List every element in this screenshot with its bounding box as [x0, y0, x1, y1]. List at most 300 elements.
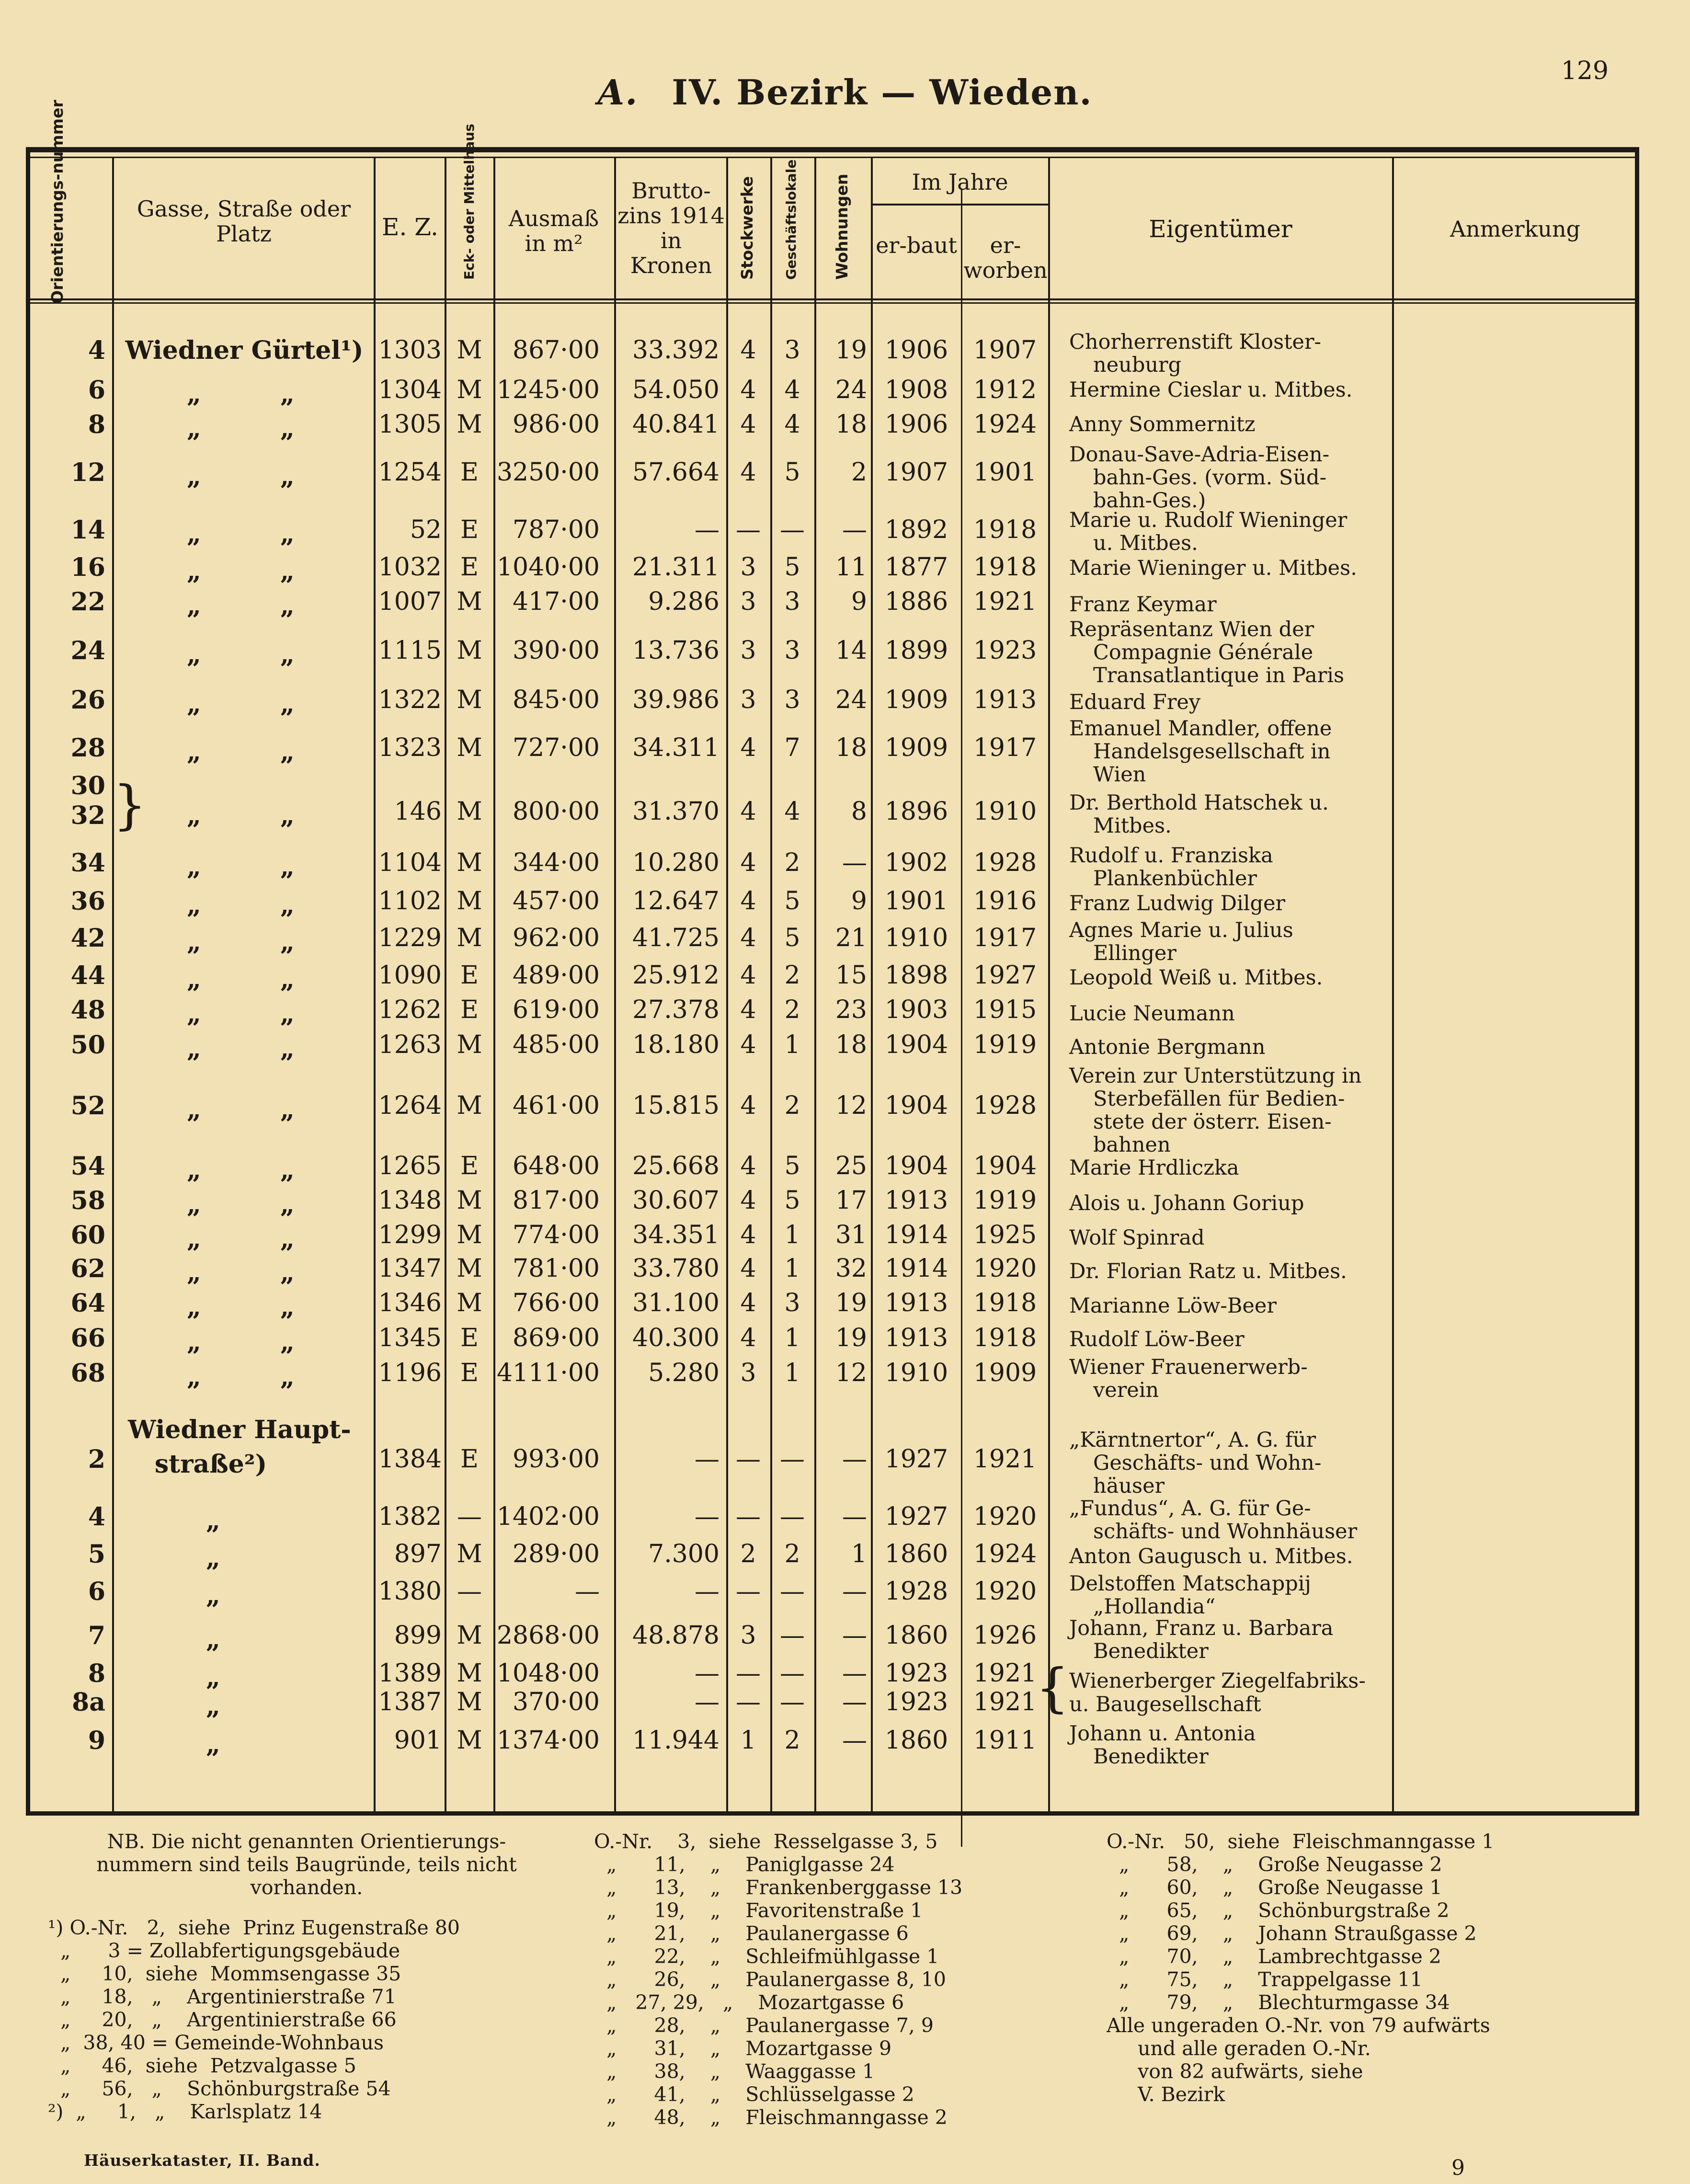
cell-em: M	[457, 1221, 482, 1249]
owner-line: Rudolf u. Franziska	[1069, 844, 1273, 868]
cell-ez: 1380	[378, 1577, 442, 1606]
row-number: 16	[70, 553, 105, 582]
ditto-mark: „	[280, 591, 295, 620]
row-number: 54	[70, 1152, 105, 1181]
ditto-mark: „	[280, 965, 295, 994]
cell-em: M	[457, 1091, 482, 1120]
row-number: 26	[70, 686, 105, 715]
cell-em: E	[460, 961, 479, 990]
ditto-mark: „	[187, 462, 201, 491]
footnote-line: nummern sind teils Baugründe, teils nicht	[96, 1853, 517, 1876]
cell-ez: 1348	[378, 1186, 442, 1215]
ditto-mark: „	[187, 965, 201, 994]
cell-ez: 1032	[378, 553, 442, 582]
cell-area: 2868·00	[496, 1621, 600, 1650]
cell-gl: 2	[784, 961, 800, 990]
cell-acq: 1918	[973, 515, 1037, 544]
cell-zins: —	[695, 1577, 719, 1606]
cell-em: E	[460, 1152, 479, 1180]
cell-acq: 1918	[973, 553, 1037, 582]
cell-area: 774·00	[513, 1221, 600, 1249]
cell-zins: 7.300	[648, 1540, 719, 1568]
cell-gl: —	[780, 515, 805, 544]
ditto-mark: „	[187, 1292, 201, 1322]
row-number: 68	[70, 1359, 105, 1388]
footer-signature: 9	[1451, 2156, 1465, 2180]
cell-wo: —	[842, 1726, 867, 1755]
cell-area: 787·00	[513, 515, 600, 544]
cell-acq: 1924	[973, 1540, 1037, 1568]
cell-wo: 23	[835, 995, 867, 1024]
cell-st: 4	[740, 1254, 756, 1283]
cell-ez: 1264	[378, 1091, 442, 1120]
header-geschaeft: Geschäftslokale	[783, 159, 799, 280]
owner-line: Rudolf Löw-Beer	[1069, 1327, 1245, 1351]
cell-acq: 1924	[973, 410, 1037, 439]
header-orientierung: Orientierungs-nummer	[48, 100, 67, 304]
owner-line: bahnen	[1093, 1133, 1171, 1157]
ditto-mark: „	[187, 414, 201, 443]
owner-line: u. Baugesellschaft	[1069, 1692, 1261, 1716]
cell-area: 485·00	[513, 1030, 600, 1059]
col-divider	[112, 158, 114, 1816]
owner-line: Franz Ludwig Dilger	[1069, 892, 1286, 915]
cell-ez: 1090	[378, 961, 442, 990]
cell-gl: 3	[784, 336, 800, 365]
owner-line: Compagnie Générale	[1093, 640, 1313, 664]
owner-line: neuburg	[1093, 353, 1182, 377]
cell-em: M	[457, 686, 482, 714]
cell-st: —	[736, 1659, 761, 1688]
cell-em: E	[460, 1445, 479, 1474]
cell-acq: 1921	[973, 1659, 1037, 1688]
cell-zins: 10.280	[632, 848, 719, 877]
cell-wo: —	[842, 515, 867, 544]
cell-built: 1923	[884, 1688, 948, 1716]
cell-area: 869·00	[513, 1324, 600, 1352]
footnote-1	[48, 1916, 460, 2123]
ditto-mark: „	[280, 1095, 295, 1124]
cell-ez: 1305	[378, 410, 442, 439]
cell-gl: —	[780, 1621, 805, 1650]
cell-acq: 1909	[973, 1359, 1037, 1387]
cell-wo: —	[842, 1688, 867, 1716]
cell-ez: 1299	[378, 1221, 442, 1249]
footnote-line: „ 46, siehe Petzvalgasse 5	[48, 2054, 356, 2077]
footnote-line: von 82 aufwärts, siehe	[1107, 2060, 1363, 2083]
cell-built: 1914	[884, 1221, 948, 1249]
cell-st: 4	[740, 848, 756, 877]
owner-line: Marie Hrdliczka	[1069, 1156, 1239, 1180]
row-number: 48	[70, 995, 105, 1025]
cell-st: —	[736, 1502, 761, 1531]
cell-ez: 1346	[378, 1289, 442, 1317]
header-erbaut: er-baut	[876, 232, 957, 258]
cell-gl: 4	[784, 410, 800, 439]
cell-gl: 4	[784, 376, 800, 404]
cell-st: 4	[740, 458, 756, 487]
footnote-line: „ 11, „ Paniglgasse 24	[594, 1853, 895, 1876]
cell-built: 1902	[884, 848, 948, 877]
cell-zins: —	[695, 1659, 719, 1688]
cell-zins: 31.370	[632, 797, 719, 826]
ditto-mark: „	[280, 1224, 295, 1254]
cell-ez: 1265	[378, 1152, 442, 1180]
ditto-mark: „	[280, 1258, 295, 1287]
ditto-mark: „	[206, 1663, 220, 1692]
cell-ez: 897	[394, 1540, 442, 1568]
cell-st: —	[736, 1688, 761, 1716]
cell-built: 1913	[884, 1289, 948, 1317]
owner-line: Anny Sommernitz	[1069, 412, 1256, 436]
owner-line: Johann, Franz u. Barbara	[1069, 1616, 1334, 1640]
cell-gl: 1	[784, 1254, 800, 1283]
cell-ez: 1345	[378, 1324, 442, 1352]
header-brutto: Brutto-zins 1914 in Kronen	[617, 178, 725, 278]
cell-acq: 1920	[973, 1254, 1037, 1283]
owner-line: Hermine Cieslar u. Mitbes.	[1069, 378, 1353, 402]
cell-wo: 32	[835, 1254, 867, 1283]
cell-acq: 1919	[973, 1186, 1037, 1215]
cell-st: —	[736, 515, 761, 544]
footnote-nb	[48, 1830, 565, 1899]
owner-line: Lucie Neumann	[1069, 1002, 1235, 1026]
cell-area: 489·00	[513, 961, 600, 990]
cell-ez: 1389	[378, 1659, 442, 1688]
row-number: 28	[70, 733, 105, 763]
cell-em: M	[457, 1186, 482, 1215]
owner-line: Wiener Frauenerwerb-	[1069, 1355, 1308, 1379]
owner-line: bahn-Ges. (vorm. Süd-	[1093, 466, 1327, 490]
header-gasse: Gasse, Straße oder Platz	[137, 196, 351, 247]
ditto-mark: „	[280, 557, 295, 586]
cell-acq: 1917	[973, 733, 1037, 762]
cell-gl: 5	[784, 458, 800, 487]
owner-line: Anton Gaugusch u. Mitbes.	[1069, 1544, 1353, 1568]
cell-acq: 1915	[973, 995, 1037, 1024]
owner-line: Plankenbüchler	[1093, 867, 1257, 891]
cell-zins: 34.311	[632, 733, 719, 762]
header-ausmass: Ausmaß in m²	[508, 206, 599, 256]
cell-em: M	[457, 733, 482, 762]
cell-zins: 39.986	[632, 686, 719, 714]
ditto-mark: „	[280, 927, 295, 957]
cell-wo: 12	[835, 1359, 867, 1387]
owner-line: bahn-Ges.)	[1093, 489, 1206, 513]
cell-st: 4	[740, 1152, 756, 1180]
ditto-mark: „	[280, 801, 295, 830]
cell-zins: 54.050	[632, 376, 719, 404]
cell-st: —	[736, 1577, 761, 1606]
ditto-mark: „	[280, 1190, 295, 1219]
ditto-mark: „	[187, 557, 201, 586]
cell-ez: 1104	[378, 848, 442, 877]
cell-built: 1910	[884, 924, 948, 952]
footnote-line: „ 65, „ Schönburgstraße 2	[1107, 1899, 1450, 1922]
cell-zins: 40.300	[632, 1324, 719, 1352]
owner-line: Franz Keymar	[1069, 593, 1217, 617]
cell-em: M	[457, 1659, 482, 1688]
cell-wo: 17	[835, 1186, 867, 1215]
cell-zins: 21.311	[632, 553, 719, 582]
footnote-line: ²) „ 1, „ Karlsplatz 14	[48, 2100, 322, 2123]
col-divider	[961, 189, 962, 1847]
footnote-line: Alle ungeraden O.-Nr. von 79 aufwärts	[1107, 2014, 1490, 2037]
cell-area: 1374·00	[496, 1726, 600, 1755]
cell-st: 4	[740, 1221, 756, 1249]
cell-st: 1	[740, 1726, 756, 1755]
cell-ez: 1303	[378, 336, 442, 365]
cell-gl: 4	[784, 797, 800, 826]
cell-ez: 1387	[378, 1688, 442, 1716]
cell-zins: 25.912	[632, 961, 719, 990]
col-divider	[1392, 158, 1394, 1816]
ditto-mark: „	[280, 519, 295, 549]
footnote-col3	[1107, 1830, 1494, 2106]
cell-st: 3	[740, 1621, 756, 1650]
cell-zins: 5.280	[648, 1359, 719, 1387]
cell-wo: —	[842, 1659, 867, 1688]
cell-built: 1901	[884, 887, 948, 915]
cell-built: 1860	[884, 1621, 948, 1650]
row-number: 62	[70, 1254, 105, 1283]
cell-zins: 40.841	[632, 410, 719, 439]
cell-gl: 1	[784, 1359, 800, 1387]
footnote-line: ¹) O.-Nr. 2, siehe Prinz Eugenstraße 80	[48, 1916, 460, 1939]
cell-st: —	[736, 1445, 761, 1474]
cell-wo: 25	[835, 1152, 867, 1180]
cell-zins: 57.664	[632, 458, 719, 487]
cell-acq: 1918	[973, 1289, 1037, 1317]
cell-zins: 48.878	[632, 1621, 719, 1650]
ditto-mark: „	[187, 927, 201, 957]
cell-area: 457·00	[513, 887, 600, 915]
cell-wo: 2	[851, 458, 867, 487]
cell-acq: 1925	[973, 1221, 1037, 1249]
footnote-line: O.-Nr. 50, siehe Fleischmanngasse 1	[1107, 1830, 1495, 1853]
cell-acq: 1911	[973, 1726, 1037, 1755]
cell-built: 1907	[884, 458, 948, 487]
header-bottom-rule	[26, 298, 1639, 300]
owner-line: Antonie Bergmann	[1069, 1035, 1266, 1059]
cell-built: 1896	[884, 797, 948, 826]
cell-area: 344·00	[513, 848, 600, 877]
row-number: 8	[88, 410, 105, 439]
brace-8-8a: {	[1036, 1657, 1069, 1718]
cell-ez: 1254	[378, 458, 442, 487]
cell-wo: —	[842, 1502, 867, 1531]
row-number: 8a	[72, 1688, 105, 1717]
footnote-line: „ 10, siehe Mommsengasse 35	[48, 1962, 401, 1985]
cell-gl: 2	[784, 1091, 800, 1120]
cell-gl: 2	[784, 1726, 800, 1755]
cell-em: M	[457, 1030, 482, 1059]
ditto-mark: „	[187, 1362, 201, 1392]
cell-built: 1898	[884, 961, 948, 990]
cell-zins: 31.100	[632, 1289, 719, 1317]
cell-gl: 5	[784, 924, 800, 952]
header-stockwerke: Stockwerke	[738, 176, 756, 280]
cell-st: 4	[740, 924, 756, 952]
cell-built: 1904	[884, 1091, 948, 1120]
row-number: 9	[88, 1726, 105, 1755]
cell-wo: 21	[835, 924, 867, 952]
owner-line: Alois u. Johann Goriup	[1069, 1191, 1304, 1215]
owner-line: Wien	[1093, 763, 1146, 787]
row-number: 64	[70, 1289, 105, 1318]
cell-zins: —	[695, 1502, 719, 1531]
row-number: 2	[88, 1445, 105, 1474]
cell-gl: 3	[784, 636, 800, 665]
cell-acq: 1921	[973, 587, 1037, 616]
cell-em: M	[457, 376, 482, 404]
cell-acq: 1917	[973, 924, 1037, 952]
cell-gl: 3	[784, 1289, 800, 1317]
cell-acq: 1919	[973, 1030, 1037, 1059]
ditto-mark: „	[280, 891, 295, 920]
row-number: 22	[70, 587, 105, 617]
cell-zins: 18.180	[632, 1030, 719, 1059]
cell-st: 3	[740, 1359, 756, 1387]
cell-area: 800·00	[513, 797, 600, 826]
ditto-mark: „	[187, 689, 201, 719]
cell-acq: 1923	[973, 636, 1037, 665]
cell-area: 619·00	[513, 995, 600, 1024]
cell-built: 1860	[884, 1726, 948, 1755]
header-ez: E. Z.	[381, 213, 439, 241]
cell-area: 1245·00	[496, 376, 600, 404]
row-number: 50	[70, 1030, 105, 1060]
ditto-mark: „	[206, 1581, 220, 1610]
cell-wo: —	[842, 848, 867, 877]
brace-30-32: }	[113, 774, 147, 835]
section-letter: A.	[597, 72, 639, 113]
cell-ez: 1115	[378, 636, 442, 665]
footnote-line: „ 60, „ Große Neugasse 1	[1107, 1876, 1442, 1899]
cell-em: M	[457, 887, 482, 915]
cell-built: 1909	[884, 686, 948, 714]
cell-wo: 14	[835, 636, 867, 665]
cell-built: 1892	[884, 515, 948, 544]
cell-wo: —	[842, 1621, 867, 1650]
owner-line: „Fundus“, A. G. für Ge-	[1069, 1497, 1311, 1521]
cell-area: 993·00	[513, 1445, 600, 1474]
cell-gl: 5	[784, 1152, 800, 1180]
cell-area: 845·00	[513, 686, 600, 714]
cell-gl: 1	[784, 1324, 800, 1352]
cell-em: M	[457, 1688, 482, 1716]
cell-em: E	[460, 515, 479, 544]
district-title: IV. Bezirk — Wieden.	[672, 72, 1093, 113]
ditto-mark: „	[187, 379, 201, 409]
row-number: 58	[70, 1186, 105, 1215]
cell-ez: 1322	[378, 686, 442, 714]
cell-area: 817·00	[513, 1186, 600, 1215]
cell-em: M	[457, 336, 482, 365]
row-number: 36	[70, 887, 105, 916]
ditto-mark: „	[280, 462, 295, 491]
cell-gl: 2	[784, 1540, 800, 1568]
cell-wo: 31	[835, 1221, 867, 1249]
cell-built: 1904	[884, 1152, 948, 1180]
cell-acq: 1926	[973, 1621, 1037, 1650]
cell-wo: 18	[835, 410, 867, 439]
ditto-mark: „	[280, 1034, 295, 1063]
cell-wo: 24	[835, 376, 867, 404]
ditto-mark: „	[206, 1544, 220, 1573]
page-title	[0, 72, 1690, 113]
ditto-mark: „	[206, 1730, 220, 1759]
cell-gl: —	[780, 1659, 805, 1688]
owner-line: Sterbefällen für Bedien-	[1093, 1087, 1345, 1111]
footnote-line: „ 58, „ Große Neugasse 2	[1107, 1853, 1442, 1876]
cell-st: 4	[740, 376, 756, 404]
footnote-line: und alle geraden O.-Nr.	[1107, 2037, 1371, 2060]
footnote-line: „ 75, „ Trappelgasse 11	[1107, 1968, 1423, 1991]
ditto-mark: „	[187, 1327, 201, 1357]
cell-gl: —	[780, 1502, 805, 1531]
cell-area: 727·00	[513, 733, 600, 762]
cell-em: M	[457, 636, 482, 665]
header-top-rule	[26, 157, 1639, 158]
cell-built: 1927	[884, 1502, 948, 1531]
cell-em: M	[457, 1289, 482, 1317]
im-jahre-rule	[871, 204, 1048, 206]
cell-wo: 15	[835, 961, 867, 990]
col-divider	[1048, 158, 1050, 1816]
footnote-line: „ 3 = Zollabfertigungsgebäude	[48, 1939, 400, 1962]
cell-area: 648·00	[513, 1152, 600, 1180]
owner-line: häuser	[1093, 1474, 1165, 1498]
owner-line: Eduard Frey	[1069, 690, 1201, 714]
cell-gl: 1	[784, 1221, 800, 1249]
ditto-mark: „	[280, 414, 295, 443]
cell-ez: 1382	[378, 1502, 442, 1531]
row-number: 5	[88, 1540, 105, 1569]
cell-em: M	[457, 1726, 482, 1755]
cell-built: 1910	[884, 1359, 948, 1387]
footnote-line: „ 31, „ Mozartgasse 9	[594, 2037, 892, 2060]
footnote-line: „ 28, „ Paulanergasse 7, 9	[594, 2014, 934, 2037]
cell-ez: 1229	[378, 924, 442, 952]
row-number: 66	[70, 1324, 105, 1353]
cell-st: 4	[740, 887, 756, 915]
cell-zins: 9.286	[648, 587, 719, 616]
footnote-line: „ 69, „ Johann Straußgasse 2	[1107, 1922, 1477, 1945]
ditto-mark: „	[187, 1190, 201, 1219]
cell-em: M	[457, 1254, 482, 1283]
row-number: 6	[88, 376, 105, 405]
owner-line: Handelsgesellschaft in	[1093, 740, 1331, 764]
ditto-mark: „	[187, 852, 201, 881]
cell-gl: —	[780, 1577, 805, 1606]
cell-acq: 1918	[973, 1324, 1037, 1352]
cell-acq: 1916	[973, 887, 1037, 915]
owner-line: Benedikter	[1093, 1639, 1209, 1663]
cell-area: 3250·00	[496, 458, 600, 487]
ditto-mark: „	[280, 852, 295, 881]
cell-em: M	[457, 1540, 482, 1568]
footnote-line: „ 13, „ Frankenberggasse 13	[594, 1876, 963, 1899]
cell-acq: 1904	[973, 1152, 1037, 1180]
row-number: 12	[70, 458, 105, 487]
cell-gl: 5	[784, 553, 800, 582]
ditto-mark: „	[206, 1692, 220, 1721]
owner-line: Marie Wieninger u. Mitbes.	[1069, 556, 1357, 580]
cell-st: 4	[740, 961, 756, 990]
cell-wo: 18	[835, 733, 867, 762]
cell-em: E	[460, 1324, 479, 1352]
